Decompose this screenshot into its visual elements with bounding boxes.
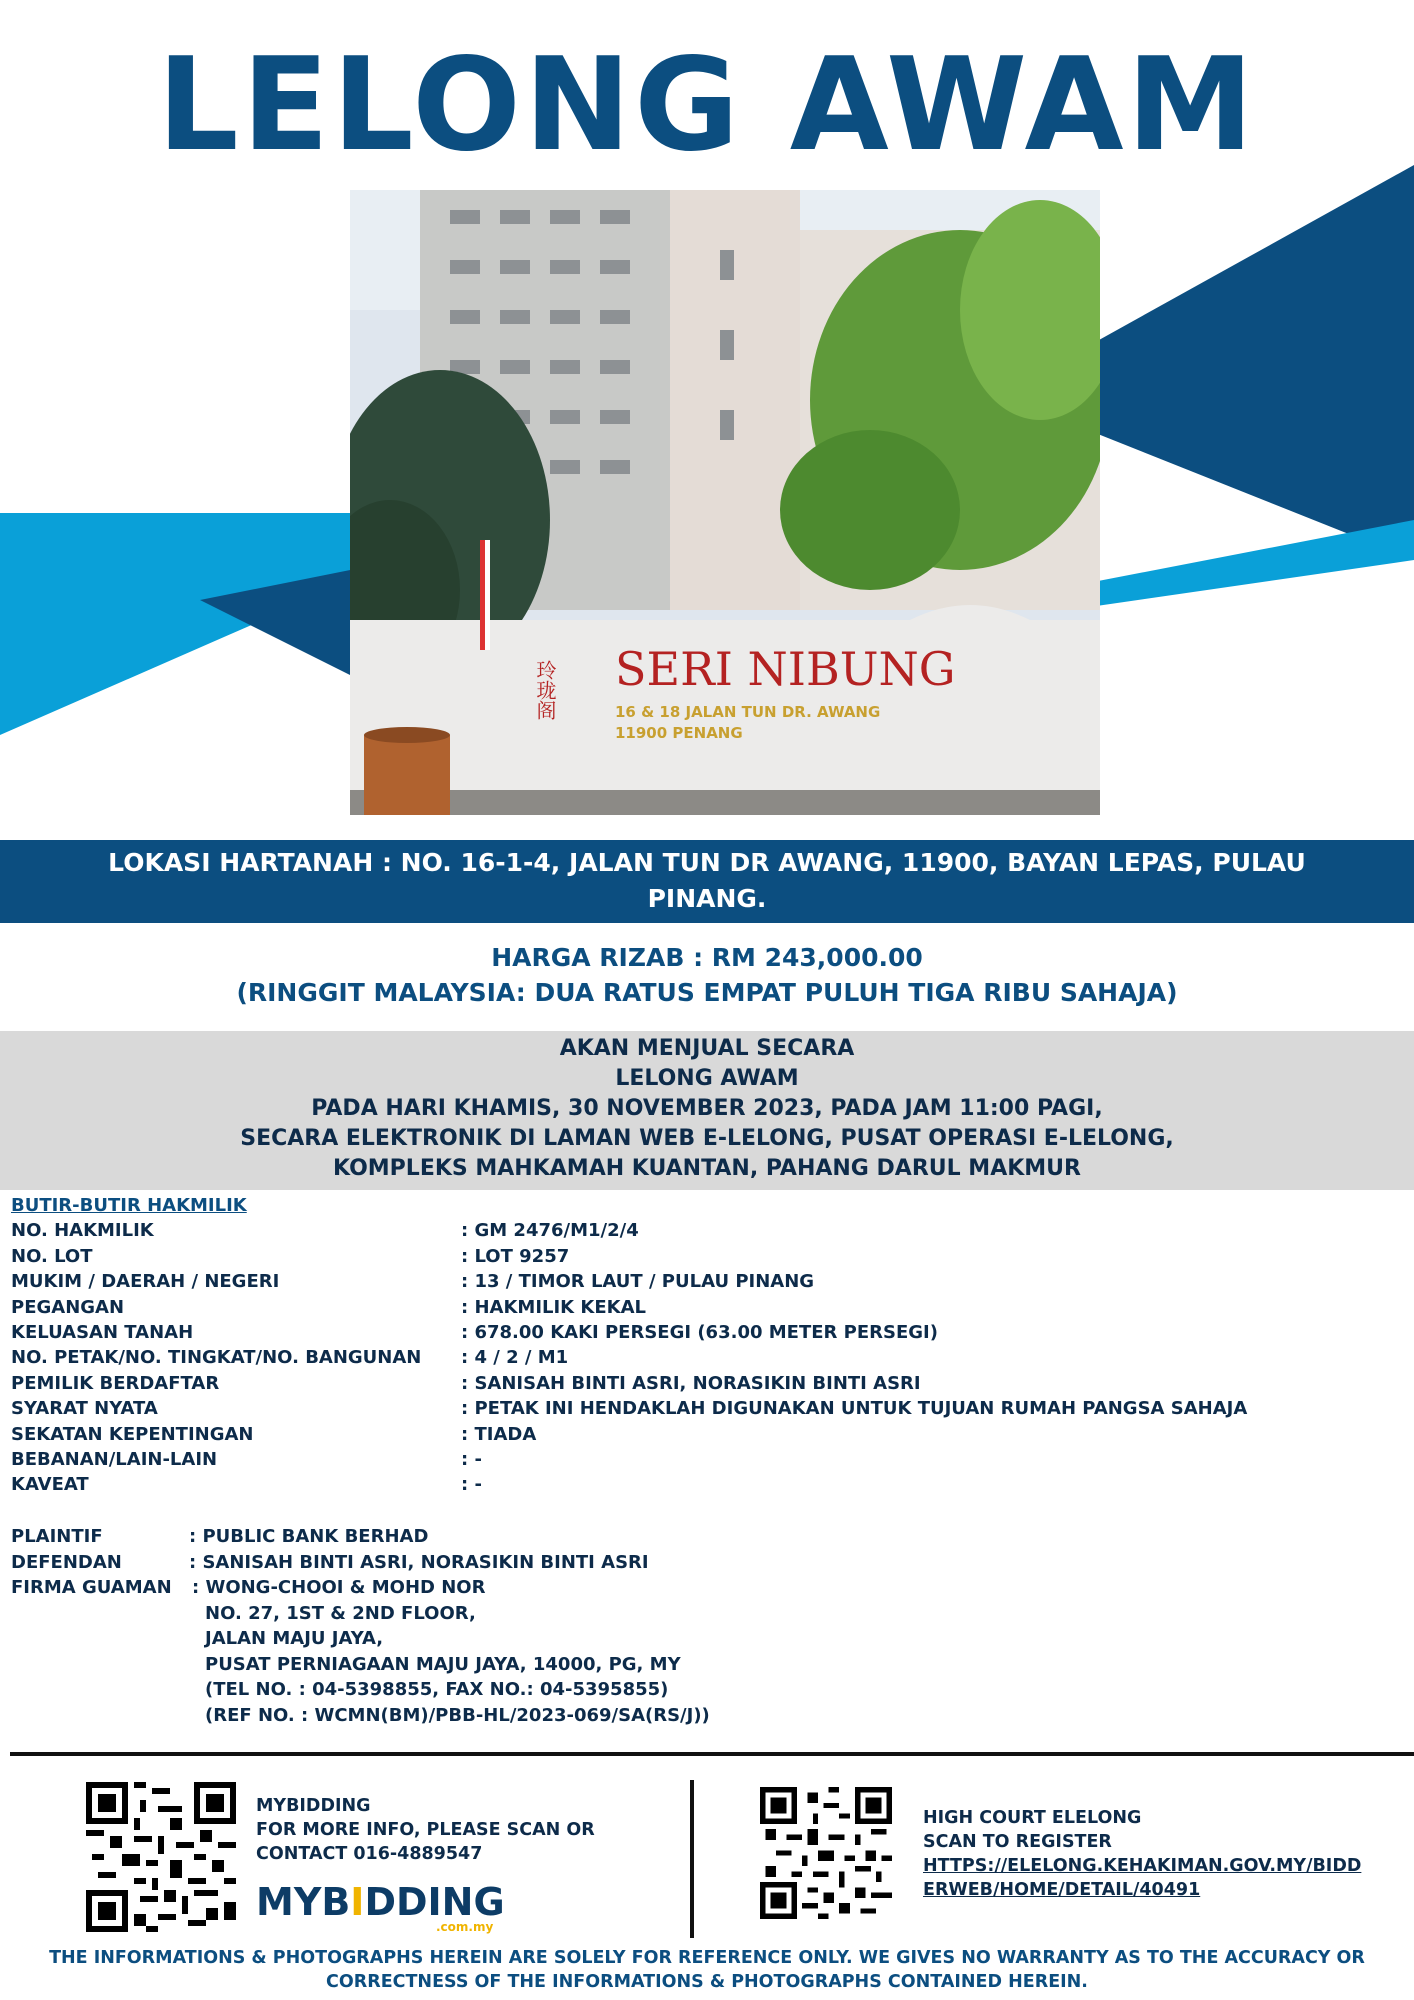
detail-row	[11, 1269, 1401, 1294]
detail-value: : 13 / TIMOR LAUT / PULAU PINANG	[461, 1271, 815, 1293]
detail-row	[11, 1345, 1401, 1370]
detail-row	[11, 1396, 1401, 1421]
firma-address-line: (TEL NO. : 04-5398855, FAX NO.: 04-5395855)	[205, 1679, 669, 1700]
detail-label: PEGANGAN	[11, 1296, 125, 1318]
disclaimer	[0, 1946, 1414, 1994]
auction-line: LELONG AWAM	[615, 1066, 799, 1091]
detail-value: : 678.00 KAKI PERSEGI (63.00 METER PERSEGI)	[461, 1321, 938, 1343]
mybidding-qr-code[interactable]	[86, 1782, 236, 1932]
harga-rizab-amount: HARGA RIZAB : RM 243,000.00	[491, 943, 923, 972]
court-info	[923, 1806, 1361, 1902]
detail-row	[11, 1244, 1401, 1269]
firma-address-line: JALAN MAJU JAYA,	[205, 1628, 384, 1649]
detail-row	[11, 1422, 1401, 1447]
detail-value: : GM 2476/M1/2/4	[461, 1220, 639, 1242]
mybidding-logo-text-a: MYB	[256, 1880, 351, 1924]
sign-name: SERI NIBUNG	[615, 642, 956, 696]
detail-label: SEKATAN KEPENTINGAN	[11, 1423, 254, 1445]
elelong-qr-code[interactable]	[760, 1787, 892, 1919]
title-details	[11, 1193, 1401, 1498]
detail-label: KAVEAT	[11, 1474, 89, 1496]
detail-label: SYARAT NYATA	[11, 1398, 158, 1420]
detail-label: BEBANAN/LAIN-LAIN	[11, 1448, 218, 1470]
detail-row	[11, 1447, 1401, 1472]
mybidding-line: MYBIDDING	[256, 1796, 371, 1816]
mybidding-logo-sub: .com.my	[436, 1920, 494, 1934]
firma-address-line: PUSAT PERNIAGAAN MAJU JAYA, 14000, PG, MY	[205, 1653, 681, 1675]
auction-line: SECARA ELEKTRONIK DI LAMAN WEB E-LELONG, PUSAT OPERASI E-LELONG,	[240, 1126, 1174, 1151]
detail-value: : -	[461, 1474, 482, 1496]
detail-value: : -	[461, 1448, 482, 1470]
plaintif-label: PLAINTIF	[11, 1526, 103, 1547]
detail-value: : SANISAH BINTI ASRI, NORASIKIN BINTI ASRI	[461, 1372, 921, 1394]
page-title: LELONG AWAM	[157, 31, 1257, 180]
auction-notice	[0, 1031, 1414, 1190]
mybidding-logo-text-i: I	[350, 1880, 365, 1924]
lokasi-hartanah-banner: LOKASI HARTANAH : NO. 16-1-4, JALAN TUN DR AWANG, 11900, BAYAN LEPAS, PULAU PINANG.	[0, 840, 1414, 923]
court-line: SCAN TO REGISTER	[923, 1832, 1112, 1852]
defendan-label: DEFENDAN	[11, 1551, 122, 1573]
detail-label: NO. PETAK/NO. TINGKAT/NO. BANGUNAN	[11, 1347, 422, 1369]
firma-value: : WONG-CHOOI & MOHD NOR	[192, 1577, 486, 1598]
mybidding-line: CONTACT 016-4889547	[256, 1844, 483, 1864]
sign-address-2: 11900 PENANG	[615, 724, 743, 742]
detail-row	[11, 1295, 1401, 1320]
elelong-link[interactable]: HTTPS://ELELONG.KEHAKIMAN.GOV.MY/BIDD	[923, 1856, 1362, 1876]
mybidding-logo-text-b: DDING	[364, 1880, 505, 1924]
detail-row	[11, 1371, 1401, 1396]
detail-label: PEMILIK BERDAFTAR	[11, 1372, 220, 1394]
disclaimer-line: CORRECTNESS OF THE INFORMATIONS & PHOTOGRAPHS CONTAINED HEREIN.	[326, 1972, 1088, 1992]
mybidding-logo	[256, 1880, 505, 1924]
sign-chinese: 玲珑阁	[533, 660, 557, 720]
plaintif-value: : PUBLIC BANK BERHAD	[189, 1526, 429, 1547]
auction-line: AKAN MENJUAL SECARA	[559, 1036, 855, 1061]
detail-label: KELUASAN TANAH	[11, 1321, 194, 1343]
disclaimer-line: THE INFORMATIONS & PHOTOGRAPHS HEREIN ARE SOLELY FOR REFERENCE ONLY. WE GIVES NO WARRANTY AS TO THE ACCURACY OR	[49, 1948, 1365, 1968]
detail-row	[11, 1472, 1401, 1497]
parties-section	[11, 1524, 911, 1728]
detail-label: MUKIM / DAERAH / NEGERI	[11, 1271, 280, 1293]
property-photo	[350, 190, 1100, 815]
firma-address-line: NO. 27, 1ST & 2ND FLOOR,	[205, 1602, 476, 1624]
detail-value: : TIADA	[461, 1423, 537, 1445]
detail-row	[11, 1320, 1401, 1345]
court-line: HIGH COURT ELELONG	[923, 1808, 1142, 1828]
footer-vertical-divider	[690, 1780, 694, 1938]
mybidding-info	[256, 1794, 595, 1866]
firma-address-line: (REF NO. : WCMN(BM)/PBB-HL/2023-069/SA(RS/J))	[205, 1704, 710, 1726]
footer-divider	[10, 1752, 1414, 1756]
detail-value: : LOT 9257	[461, 1245, 570, 1267]
defendan-value: : SANISAH BINTI ASRI, NORASIKIN BINTI ASRI	[189, 1551, 649, 1573]
firma-label: FIRMA GUAMAN	[11, 1577, 172, 1598]
elelong-link-cont[interactable]: ERWEB/HOME/DETAIL/40491	[923, 1880, 1201, 1900]
detail-value: : 4 / 2 / M1	[461, 1347, 569, 1369]
detail-label: NO. HAKMILIK	[11, 1220, 154, 1242]
detail-value: : PETAK INI HENDAKLAH DIGUNAKAN UNTUK TUJUAN RUMAH PANGSA SAHAJA	[461, 1398, 1248, 1420]
auction-line: KOMPLEKS MAHKAMAH KUANTAN, PAHANG DARUL MAKMUR	[333, 1156, 1081, 1181]
detail-label: NO. LOT	[11, 1245, 93, 1267]
harga-rizab-words: (RINGGIT MALAYSIA: DUA RATUS EMPAT PULUH TIGA RIBU SAHAJA)	[236, 978, 1178, 1007]
mybidding-line: FOR MORE INFO, PLEASE SCAN OR	[256, 1820, 595, 1840]
details-heading: BUTIR-BUTIR HAKMILIK	[11, 1195, 247, 1216]
detail-value: : HAKMILIK KEKAL	[461, 1296, 646, 1318]
sign-address-1: 16 & 18 JALAN TUN DR. AWANG	[615, 703, 881, 721]
auction-line: PADA HARI KHAMIS, 30 NOVEMBER 2023, PADA JAM 11:00 PAGI,	[311, 1096, 1103, 1121]
detail-row	[11, 1218, 1401, 1243]
harga-rizab	[0, 940, 1414, 1010]
